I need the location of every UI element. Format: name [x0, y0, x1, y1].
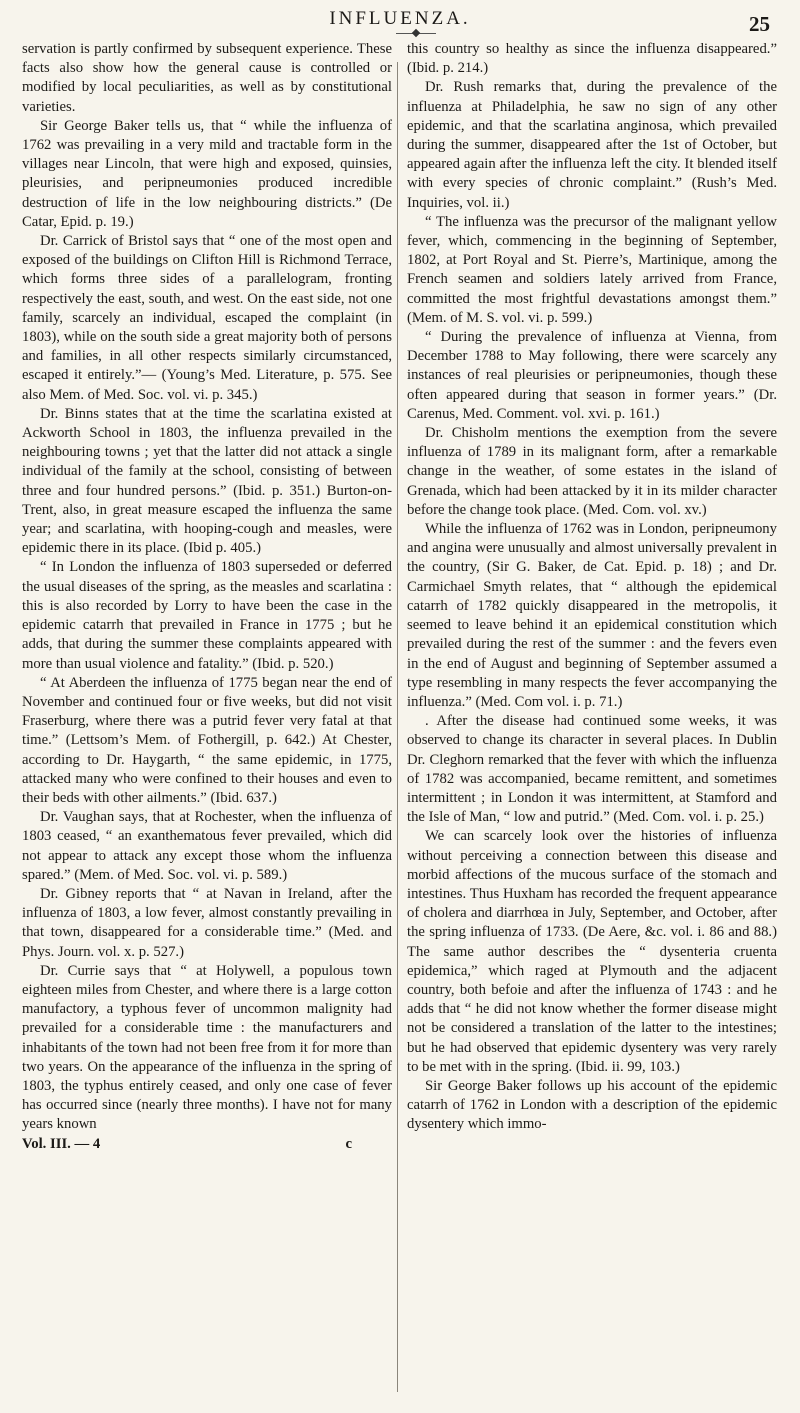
page-header	[0, 6, 800, 40]
paragraph: Dr. Gibney reports that “ at Navan in Ireland, after the influenza of 1803, a low fever, almost constantly prevailing in that town, disappeared for a considerable time.” (Med. and Phys. Journ. vol. x. p. 527.)	[22, 885, 392, 960]
paragraph: “ The influenza was the precursor of the malignant yellow fever, which, commencing in the beginning of September, 1802, at Port Royal and St. Pierre’s, Martinique, among the French seamen and soldiers lately arrived from France, committed the most frightful devastations amongst them.” (Mem. of M. S. vol. vi. p. 599.)	[407, 213, 777, 326]
page-footer	[22, 1135, 392, 1154]
paragraph: Sir George Baker follows up his account of the epidemic catarrh of 1762 in London with a description of the epidemic dysentery which immo-	[407, 1077, 777, 1133]
paragraph: Sir George Baker tells us, that “ while the influenza of 1762 was prevailing in a very mild and tractable form in the villages near Lincoln, that were high and exposed, quinsies, pleurisies, and peripneumonies produced incredible destruction of life in the low neighbouring districts.” (De Catar, Epid. p. 19.)	[22, 117, 392, 230]
left-column	[22, 40, 392, 1154]
paragraph: While the influenza of 1762 was in London, peripneumony and angina were unusually and almost universally prevalent in the country, (Sir G. Baker, de Cat. Epid. p. 18) ; and Dr. Carmichael Smyth relates, that “ although the epidemical catarrh of 1782 quickly disappeared in the metropolis, it seemed to leave behind it an epidemical constitution which prevailed during the rest of the summer : and the fevers even in the end of August and beginning of September assumed a type resembling in many respects the fever accompanying the influenza.” (Med. Com vol. i. p. 71.)	[407, 521, 777, 710]
right-column	[407, 40, 777, 1135]
paragraph: this country so healthy as since the influenza disappeared.” (Ibid. p. 214.)	[407, 41, 777, 77]
paragraph: Dr. Rush remarks that, during the prevalence of the influenza at Philadelphia, he saw no sign of any other epidemic, and that the scarlatina anginosa, which prevailed during the summer, disappeared after the 1st of October, but appeared again after the influenza left the city. It blended itself with every species of chronic complaint.” (Rush’s Med. Inquiries, vol. ii.)	[407, 79, 777, 211]
column-divider	[397, 62, 398, 1392]
paragraph: “ During the prevalence of influenza at Vienna, from December 1788 to May following, there were scarcely any instances of real pleurisies or peripneumonies, though these often appeared during that season in former years.” (Dr. Carenus, Med. Comment. vol. xvi. p. 161.)	[407, 329, 777, 422]
page-number: 25	[749, 12, 770, 36]
paragraph: servation is partly confirmed by subsequent experience. These facts also show how the general cause is controlled or modified by local peculiarities, as well as by constitutional varieties.	[22, 41, 392, 115]
running-title: INFLUENZA.	[329, 8, 471, 29]
footer-signature: c	[345, 1135, 352, 1152]
ornament-rule	[396, 30, 436, 36]
paragraph: Dr. Binns states that at the time the scarlatina existed at Ackworth School in 1803, the influenza prevailed in the neighbouring towns ; yet that the latter did not attack a single individual of the family at the school, consisting of between three and four hundred persons.” (Ibid. p. 351.) Burton-on-Trent, also, in great measure escaped the influenza the same year; and scarlatina, with hooping-cough and measles, were epidemic there in its place. (Ibid p. 405.)	[22, 405, 392, 557]
paragraph: Dr. Currie says that “ at Holywell, a populous town eighteen miles from Chester, and where there is a large cotton manufactory, a typhous fever of uncommon malignity had prevailed for a considerable time : the manufacturers and inhabitants of the town had not been free from it for more than two years. On the appearance of the influenza in the spring of 1803, the typhus entirely ceased, and only one case of fever has occurred since (nearly three months). I have not for many years known	[22, 962, 392, 1133]
paragraph: “ At Aberdeen the influenza of 1775 began near the end of November and continued four or five weeks, but did not visit Fraserburg, where there was a putrid fever very fatal at that time.” (Lettsom’s Mem. of Fothergill, p. 642.) At Chester, according to Dr. Haygarth, “ the same epidemic, in 1775, attacked many who were confined to their houses and even to their beds with other ailments.” (Ibid. 637.)	[22, 674, 392, 806]
paragraph: Dr. Vaughan says, that at Rochester, when the influenza of 1803 ceased, “ an exanthematous fever prevailed, which did not appear to attack any except those whom the influenza spared.” (Mem. of Med. Soc. vol. vi. p. 589.)	[22, 809, 392, 883]
paragraph: “ In London the influenza of 1803 superseded or deferred the usual diseases of the spring, as the measles and scarlatina : this is also recorded by Lorry to have been the case in the epidemic catarrh that prevailed in France in 1775 ; but he adds, that during the summer these complaints appeared with more than usual violence and fatality.” (Ibid. p. 520.)	[22, 559, 392, 672]
paragraph: Dr. Chisholm mentions the exemption from the severe influenza of 1789 in its malignant form, after a remarkable change in the weather, of some estates in the island of Grenada, which had been attacked by it in its milder character before the change took place. (Med. Com. vol. xv.)	[407, 425, 777, 518]
paragraph: We can scarcely look over the histories of influenza without perceiving a connection between this disease and morbid affections of the mucous surface of the stomach and intestines. Thus Huxham has recorded the frequent appearance of cholera and diarrhœa in July, September, and October, after the spring influenza of 1733. (De Aere, &c. vol. i. 86 and 88.) The same author describes the “ dysenteria cruenta epidemica,” which raged at Plymouth and the adjacent country, both befoie and after the influenza of 1743 : and he adds that “ he did not know whether the former disease might not be considered a translation of the latter to the intestines; but he had observed that epidemic dysentery was very rarely to be met with in the spring. (Ibid. ii. 99, 103.)	[407, 828, 777, 1075]
footer-volume: Vol. III. — 4	[22, 1135, 101, 1152]
paragraph: . After the disease had continued some weeks, it was observed to change its character in several places. In Dublin Dr. Cleghorn remarked that the fever with which the influenza of 1782 was accompanied, became remittent, and sometimes intermittent ; in London it was intermittent, at Stamford and the Isle of Man, “ low and putrid.” (Med. Com. vol. i. p. 25.)	[407, 713, 777, 826]
paragraph: Dr. Carrick of Bristol says that “ one of the most open and exposed of the buildings on Clifton Hill is Richmond Terrace, which forms three sides of a parallelogram, fronting respectively the east, south, and west. On the east side, not one family, scarcely an individual, escaped the complaint (in 1803), while on the south side a great majority both of persons and families, in all other respects similarly circumstanced, escaped it entirely.”— (Young’s Med. Literature, p. 575. See also Mem. of Med. Soc. vol. vi. p. 345.)	[22, 233, 392, 403]
